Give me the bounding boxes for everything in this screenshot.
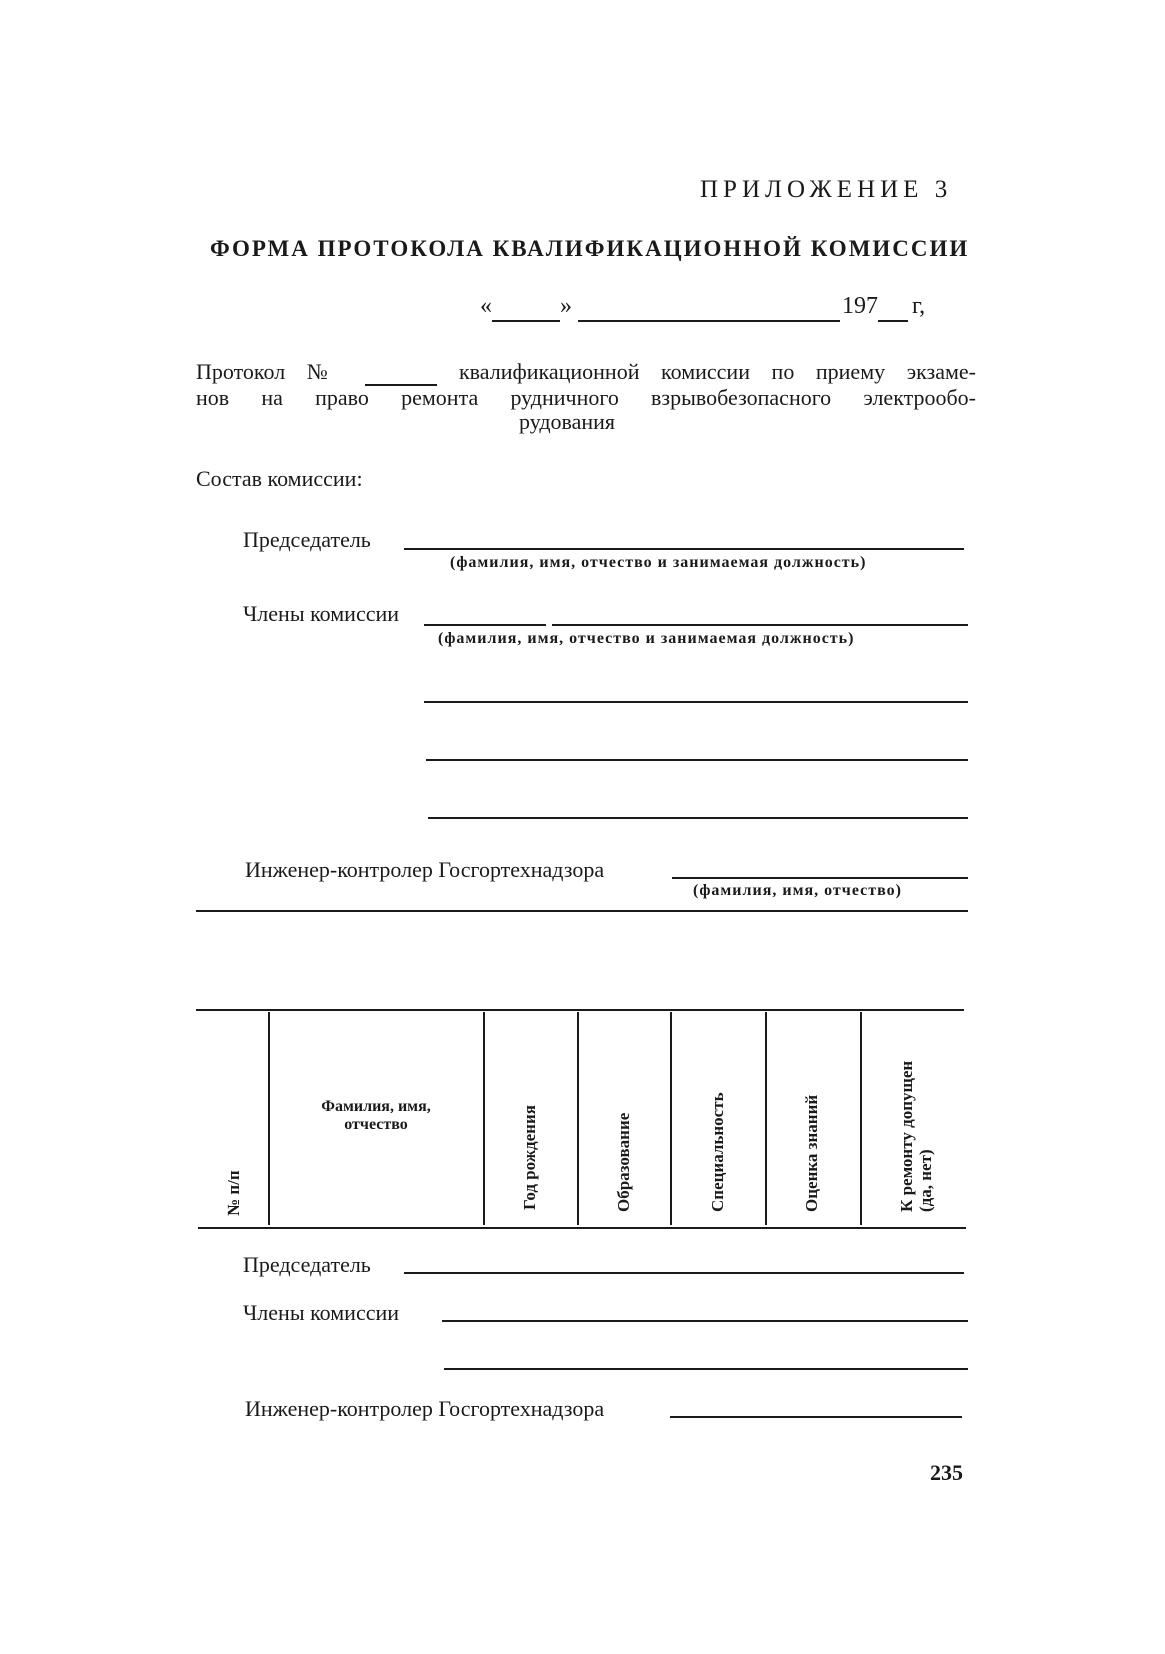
signature-inspector-label: Инженер-контролер Госгортехнадзора — [245, 1396, 605, 1421]
table-top-rule — [196, 1009, 964, 1011]
page-number: 235 — [930, 1460, 963, 1485]
page-title: ФОРМА ПРОТОКОЛА КВАЛИФИКАЦИОННОЙ КОМИССИИ — [210, 236, 970, 261]
table-bottom-rule — [198, 1227, 966, 1229]
member-field-4[interactable] — [428, 817, 968, 819]
signature-member-field-2[interactable] — [444, 1368, 968, 1370]
col-specialty-header: Специальность — [708, 1092, 727, 1212]
col-name-header — [272, 1098, 480, 1134]
year-field[interactable] — [878, 293, 908, 322]
protocol-prefix: Протокол № — [196, 359, 344, 384]
member-field-3[interactable] — [426, 759, 968, 761]
open-quote: « — [480, 293, 492, 319]
member-field-1b[interactable] — [552, 624, 968, 626]
member-field-2[interactable] — [424, 701, 968, 703]
signature-chairman-label: Председатель — [243, 1252, 371, 1277]
inspector-caption: (фамилия, имя, отчество) — [693, 882, 902, 899]
chairman-label: Председатель — [243, 527, 371, 552]
col-admitted-header-line-2: (да, нет) — [916, 1149, 935, 1212]
protocol-line-3: рудования — [519, 409, 616, 434]
col-education-header: Образование — [614, 1112, 633, 1212]
table-divider-1 — [268, 1012, 270, 1225]
protocol-number-field[interactable] — [365, 360, 437, 386]
year-suffix: г, — [912, 293, 926, 319]
date-line — [480, 293, 925, 322]
commission-composition-label: Состав комиссии: — [196, 466, 363, 491]
signature-inspector-field[interactable] — [670, 1416, 962, 1418]
chairman-field[interactable] — [404, 548, 964, 550]
chairman-caption: (фамилия, имя, отчество и занимаемая должность) — [450, 554, 867, 571]
close-quote: » — [560, 293, 572, 319]
col-name-header-line-1: Фамилия, имя, — [321, 1098, 431, 1115]
table-divider-3 — [577, 1012, 579, 1225]
protocol-line-1 — [196, 360, 976, 386]
table-divider-5 — [765, 1012, 767, 1225]
year-prefix: 197 — [842, 293, 878, 319]
col-knowledge-header: Оценка знаний — [802, 1094, 821, 1212]
members-caption: (фамилия, имя, отчество и занимаемая должность) — [438, 630, 855, 647]
month-field[interactable] — [578, 293, 840, 322]
protocol-line-2: нов на право ремонта рудничного взрывобезопасного электрообо- — [196, 385, 976, 410]
signature-members-label: Члены комиссии — [243, 1300, 400, 1325]
protocol-line-1-rest: квалификационной комиссии по приему экзаме- — [458, 359, 977, 384]
member-field-1a[interactable] — [424, 624, 546, 626]
table-divider-6 — [860, 1012, 862, 1225]
col-number-header: № п/п — [224, 1170, 243, 1216]
inspector-field-continuation[interactable] — [196, 910, 968, 912]
col-admitted-header — [897, 1061, 935, 1212]
col-name-header-line-2: отчество — [344, 1116, 408, 1133]
protocol-paragraph — [196, 360, 976, 434]
inspector-field[interactable] — [672, 877, 968, 879]
inspector-label: Инженер-контролер Госгортехнадзора — [245, 857, 605, 882]
signature-member-field-1[interactable] — [442, 1320, 968, 1322]
members-label: Члены комиссии — [243, 601, 400, 626]
col-birth-year-header: Год рождения — [520, 1105, 539, 1210]
appendix-label: ПРИЛОЖЕНИЕ 3 — [700, 176, 953, 203]
table-divider-4 — [670, 1012, 672, 1225]
day-field[interactable] — [492, 293, 560, 322]
table-divider-2 — [483, 1012, 485, 1225]
col-admitted-header-line-1: К ремонту допущен — [897, 1060, 916, 1212]
signature-chairman-field[interactable] — [404, 1272, 964, 1274]
